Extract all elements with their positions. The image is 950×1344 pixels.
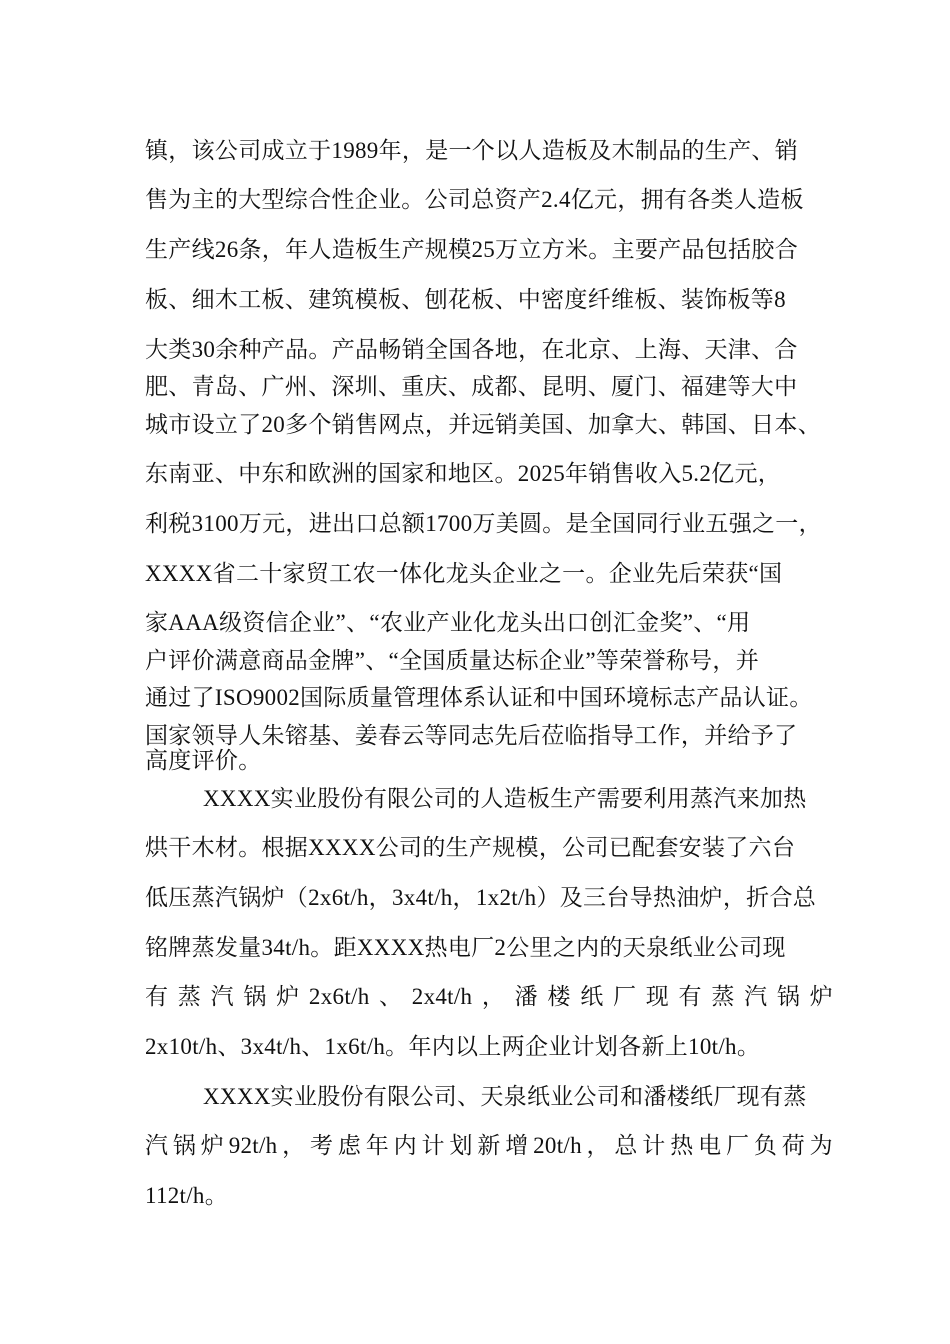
text-line: 汽锅炉92t/h，考虑年内计划新增20t/h，总计热电厂负荷为 (145, 1133, 833, 1158)
text-line: XXXX实业股份有限公司、天泉纸业公司和潘楼纸厂现有蒸 (203, 1084, 807, 1109)
text-line: 烘干木材。根据XXXX公司的生产规模，公司已配套安装了六台 (145, 835, 796, 860)
text-line: 生产线26条，年人造板生产规模25万立方米。主要产品包括胶合 (145, 237, 798, 262)
text-line: 通过了ISO9002国际质量管理体系认证和中国环境标志产品认证。 (145, 685, 813, 710)
text-line: 高度评价。 (145, 748, 262, 773)
text-line: 国家领导人朱镕基、姜春云等同志先后莅临指导工作，并给予了 (145, 723, 798, 748)
text-line: 铭牌蒸发量34t/h。距XXXX热电厂2公里之内的天泉纸业公司现 (145, 935, 786, 960)
text-line: 家AAA级资信企业”、“农业产业化龙头出口创汇金奖”、“用 (145, 610, 751, 635)
text-line: 2x10t/h、3x4t/h、1x6t/h。年内以上两企业计划各新上10t/h。 (145, 1034, 761, 1059)
text-line: 板、细木工板、建筑模板、刨花板、中密度纤维板、装饰板等8 (145, 287, 786, 312)
text-line: 利税3100万元，进出口总额1700万美圆。是全国同行业五强之一， (145, 511, 822, 536)
text-line: 镇，该公司成立于1989年，是一个以人造板及木制品的生产、销 (145, 138, 798, 163)
text-line: 肥、青岛、广州、深圳、重庆、成都、昆明、厦门、福建等大中 (145, 374, 798, 399)
text-line: 城市设立了20多个销售网点，并远销美国、加拿大、韩国、日本、 (145, 412, 821, 437)
text-line: XXXX省二十家贸工农一体化龙头企业之一。企业先后荣获“国 (145, 561, 783, 586)
text-line: 户评价满意商品金牌”、“全国质量达标企业”等荣誉称号，并 (145, 648, 760, 673)
text-line: XXXX实业股份有限公司的人造板生产需要利用蒸汽来加热 (203, 786, 807, 811)
text-line: 售为主的大型综合性企业。公司总资产2.4亿元，拥有各类人造板 (145, 187, 804, 212)
text-line: 低压蒸汽锅炉（2x6t/h，3x4t/h，1x2t/h）及三台导热油炉，折合总 (145, 885, 817, 910)
text-line: 东南亚、中东和欧洲的国家和地区。2025年销售收入5.2亿元， (145, 461, 782, 486)
text-line: 大类30余种产品。产品畅销全国各地，在北京、上海、天津、合 (145, 337, 798, 362)
text-line: 112t/h。 (145, 1183, 229, 1208)
text-line: 有蒸汽锅炉2x6t/h、2x4t/h，潘楼纸厂现有蒸汽锅炉 (145, 984, 833, 1009)
